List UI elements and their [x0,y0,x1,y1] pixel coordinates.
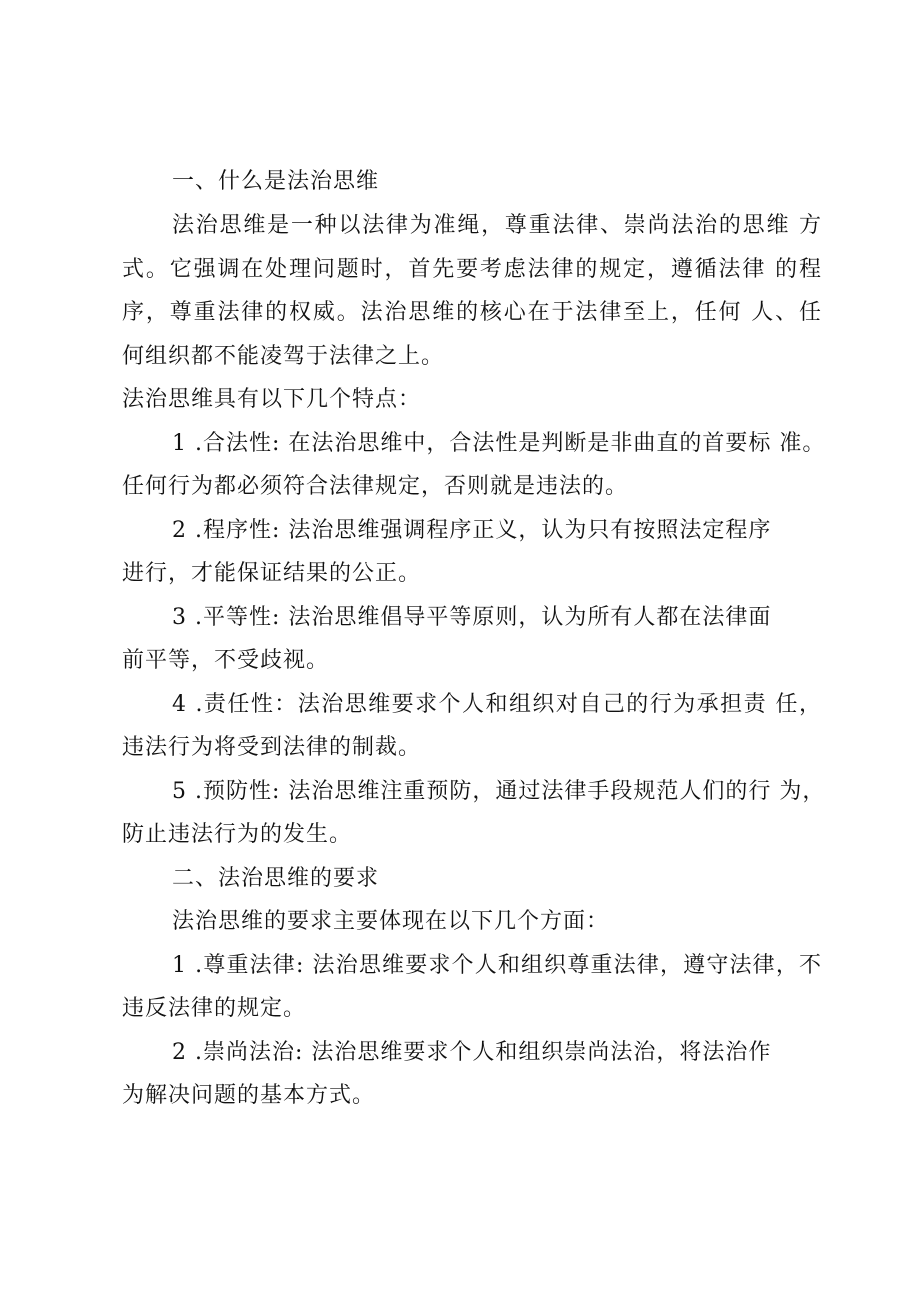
intro-line-3: 序，尊重法律的权威。法治思维的核心在于法律至上，任何 人、任 [122,300,822,325]
features-lead: 法治思维具有以下几个特点： [122,387,422,412]
feature-1-line-2: 任何行为都必须符合法律规定，否则就是违法的。 [122,474,629,499]
feature-5-line-2: 防止违法行为的发生。 [122,822,353,847]
feature-2-line-2: 进行，才能保证结果的公正。 [122,561,422,586]
feature-2-line-1: 2 .程序性: 法治思维强调程序正义，认为只有按照法定程序 [172,518,772,543]
intro-line-2: 式。它强调在处理问题时，首先要考虑法律的规定，遵循法律 的程 [122,257,822,282]
intro-line-4: 何组织都不能凌驾于法律之上。 [122,344,445,369]
feature-3-line-2: 前平等，不受歧视。 [122,648,330,673]
feature-4-line-2: 违法行为将受到法律的制裁。 [122,735,422,760]
requirement-2-line-1: 2 .崇尚法治: 法治思维要求个人和组织崇尚法治，将法治作 [172,1040,772,1065]
feature-4-line-1: 4 .责任性：法治思维要求个人和组织对自己的行为承担责 任， [172,692,822,717]
requirement-1-line-2: 违反法律的规定。 [122,996,307,1021]
section-2-heading: 二、法治思维的要求 [172,866,380,891]
requirement-2-line-2: 为解决问题的基本方式。 [122,1083,376,1108]
feature-1-line-1: 1 .合法性: 在法治思维中，合法性是判断是非曲直的首要标 准。 [172,431,826,456]
requirements-lead: 法治思维的要求主要体现在以下几个方面： [172,909,610,934]
requirement-1-line-1: 1 .尊重法律: 法治思维要求个人和组织尊重法律，遵守法律，不 [172,953,822,978]
intro-line-1: 法治思维是一种以法律为准绳，尊重法律、崇尚法治的思维 方 [172,213,822,238]
section-1-heading: 一、什么是法治思维 [172,169,380,194]
feature-5-line-1: 5 .预防性: 法治思维注重预防，通过法律手段规范人们的行 为， [172,779,826,804]
feature-3-line-1: 3 .平等性: 法治思维倡导平等原则，认为所有人都在法律面 [172,605,772,630]
